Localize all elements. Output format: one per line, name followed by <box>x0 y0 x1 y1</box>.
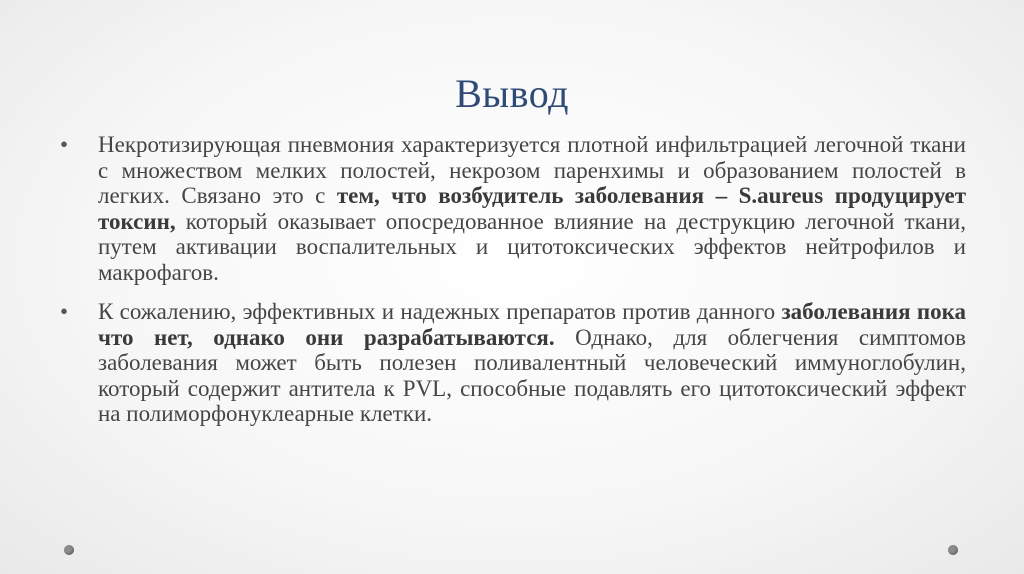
bullet-item-1 <box>60 132 966 285</box>
bullet-1-text-part1: Некротизирующая пневмония характеризуется плотной инфильтрацией легочной ткани с множеством мелких полостей, некрозом паренхимы и образованием полостей в легких. Связано это с <box>98 132 966 208</box>
bullet-1-text-bold: тем, что возбудитель заболевания – S.aureus продуцирует токсин, <box>98 183 966 234</box>
bullet-marker: • <box>60 299 69 324</box>
bullet-marker: • <box>60 132 69 157</box>
bullet-item-2 <box>60 299 966 427</box>
bullet-2-text-part2: Однако, для облегчения симптомов заболевания может быть полезен поливалентный человеческий иммуноглобулин, который содержит антитела к PVL, способные подавлять его цитотоксический эффект на полиморфонуклеарные клетки. <box>98 324 966 426</box>
bullet-list <box>60 132 966 441</box>
bullet-2-text-bold: заболевания пока что нет, однако они разрабатываются. <box>98 299 966 350</box>
slide-title: Вывод <box>455 71 569 116</box>
bullet-2-text-part1: К сожалению, эффективных и надежных препаратов против данного <box>98 299 782 324</box>
bullet-1-text-part2: который оказывает опосредованное влияние на деструкцию легочной ткани, путем активации воспалительных и цитотоксических эффектов нейтрофилов и макрофагов. <box>98 208 966 285</box>
corner-dot-right-icon <box>948 545 958 555</box>
corner-dot-left-icon <box>64 545 74 555</box>
